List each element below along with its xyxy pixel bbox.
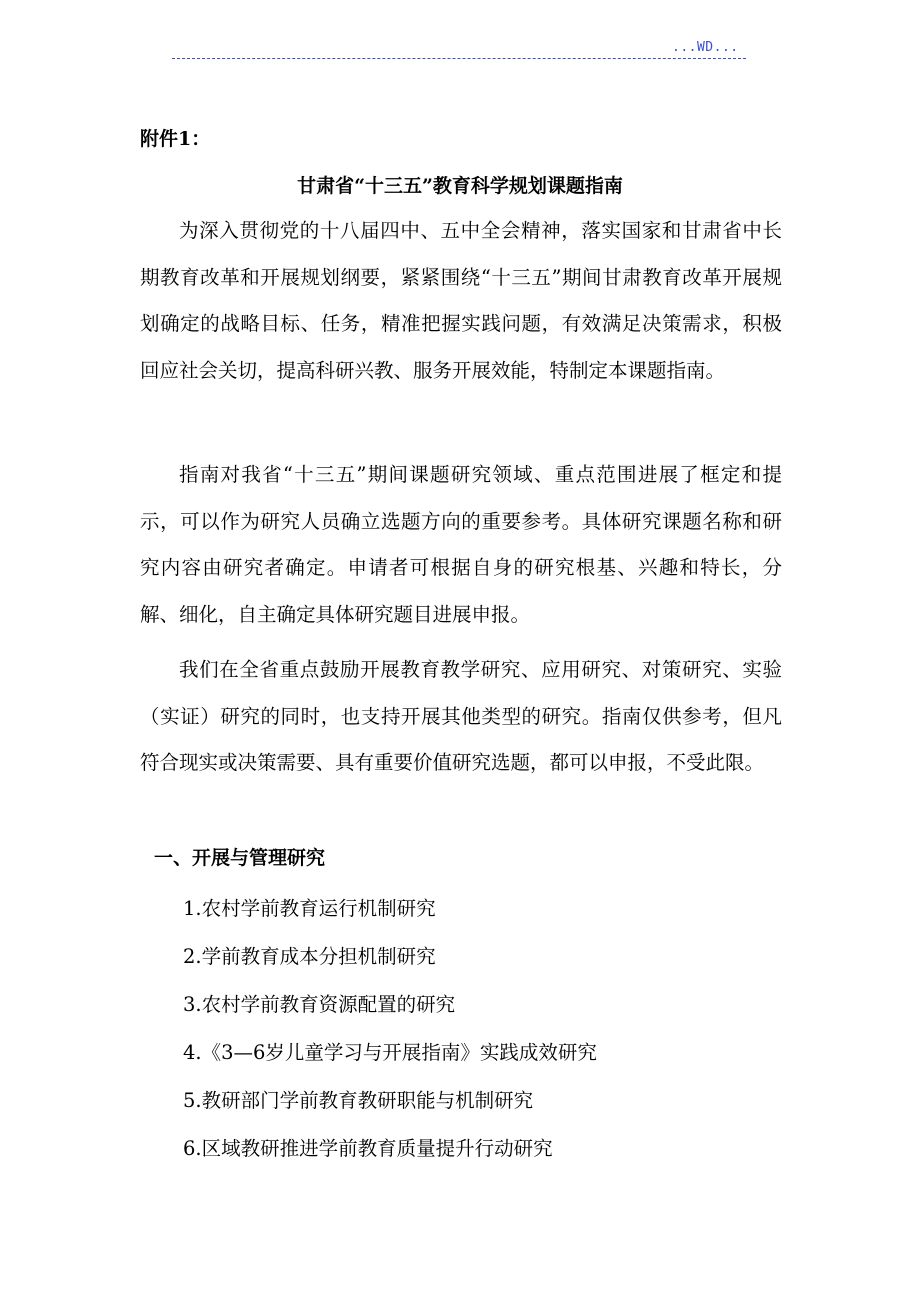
- page-title: 甘肃省“十三五”教育科学规划课题指南: [297, 175, 623, 197]
- intro-paragraph-3: 我们在全省重点鼓励开展教育教学研究、应用研究、对策研究、实验（实证）研究的同时，也支持开展其他类型的研究。指南仅供参考，但凡符合现实或决策需要、具有重要价值研究选题，都可以申报，不受此限。: [140, 658, 782, 774]
- list-item: 6.区域教研推进学前教育质量提升行动研究: [183, 1137, 553, 1160]
- attachment-label: 附件1：: [140, 128, 211, 150]
- list-item: 5.教研部门学前教育教研职能与机制研究: [183, 1089, 534, 1112]
- list-item: 3.农村学前教育资源配置的研究: [183, 993, 456, 1016]
- header-dashed-line: [172, 58, 746, 59]
- topic-list: [183, 885, 597, 1173]
- list-item: 4.《3—6岁儿童学习与开展指南》实践成效研究: [183, 1041, 597, 1064]
- header-mark: ...WD...: [672, 40, 739, 55]
- section-heading: 一、开展与管理研究: [154, 847, 326, 869]
- list-item: 2.学前教育成本分担机制研究: [183, 945, 436, 968]
- intro-paragraph-1: 为深入贯彻党的十八届四中、五中全会精神，落实国家和甘肃省中长期教育改革和开展规划纲要，紧紧围绕“十三五”期间甘肃教育改革开展规划确定的战略目标、任务，精准把握实践问题，有效满足决策需求，积极回应社会关切，提高科研兴教、服务开展效能，特制定本课题指南。: [140, 219, 782, 382]
- intro-paragraph-2: 指南对我省“十三五”期间课题研究领域、重点范围进展了框定和提示，可以作为研究人员确立选题方向的重要参考。具体研究课题名称和研究内容由研究者确定。申请者可根据自身的研究根基、兴趣和特长，分解、细化，自主确定具体研究题目进展申报。: [140, 463, 782, 626]
- list-item: 1.农村学前教育运行机制研究: [183, 897, 436, 920]
